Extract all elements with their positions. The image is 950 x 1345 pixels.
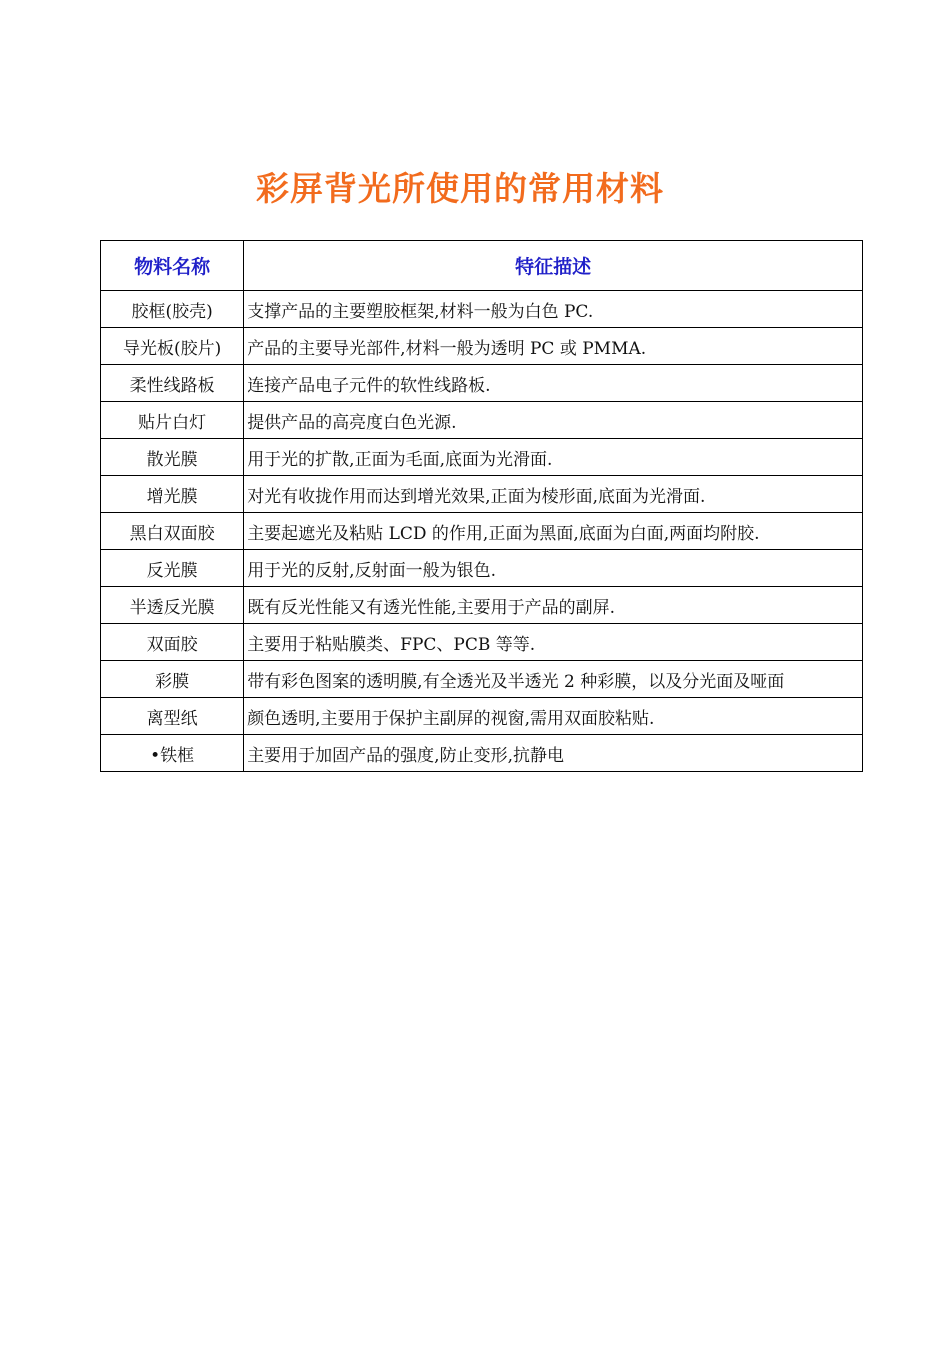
material-name-cell: 双面胶 — [101, 624, 244, 661]
table-row — [101, 328, 863, 365]
material-description-cell: 产品的主要导光部件,材料一般为透明 PC 或 PMMA. — [244, 328, 863, 365]
material-description-cell: 提供产品的高亮度白色光源. — [244, 402, 863, 439]
table-row — [101, 624, 863, 661]
material-name-cell: 彩膜 — [101, 661, 244, 698]
material-description-cell: 对光有收拢作用而达到增光效果,正面为棱形面,底面为光滑面. — [244, 476, 863, 513]
table-row — [101, 661, 863, 698]
material-description-cell: 主要起遮光及粘贴 LCD 的作用,正面为黑面,底面为白面,两面均附胶. — [244, 513, 863, 550]
column-header-feature-description: 特征描述 — [244, 241, 863, 291]
material-name-cell: 贴片白灯 — [101, 402, 244, 439]
materials-table — [100, 240, 863, 772]
column-header-material-name: 物料名称 — [101, 241, 244, 291]
material-name-cell: 反光膜 — [101, 550, 244, 587]
table-row — [101, 365, 863, 402]
table-row — [101, 291, 863, 328]
material-description-cell: 主要用于粘贴膜类、FPC、PCB 等等. — [244, 624, 863, 661]
material-description-cell: 用于光的扩散,正面为毛面,底面为光滑面. — [244, 439, 863, 476]
material-description-cell: 主要用于加固产品的强度,防止变形,抗静电 — [244, 735, 863, 772]
table-row — [101, 698, 863, 735]
table-row — [101, 735, 863, 772]
table-row — [101, 402, 863, 439]
page-title: 彩屏背光所使用的常用材料 — [256, 169, 664, 208]
material-name-cell: 柔性线路板 — [101, 365, 244, 402]
table-row — [101, 476, 863, 513]
material-name-cell: 胶框(胶壳) — [101, 291, 244, 328]
material-description-cell: 用于光的反射,反射面一般为银色. — [244, 550, 863, 587]
material-description-cell: 既有反光性能又有透光性能,主要用于产品的副屏. — [244, 587, 863, 624]
material-name-cell: •铁框 — [101, 735, 244, 772]
table-row — [101, 587, 863, 624]
material-name-cell: 半透反光膜 — [101, 587, 244, 624]
material-description-cell: 连接产品电子元件的软性线路板. — [244, 365, 863, 402]
material-name-cell: 散光膜 — [101, 439, 244, 476]
material-name-cell: 增光膜 — [101, 476, 244, 513]
table-header-row — [101, 241, 863, 291]
material-description-cell: 颜色透明,主要用于保护主副屏的视窗,需用双面胶粘贴. — [244, 698, 863, 735]
material-description-cell: 支撑产品的主要塑胶框架,材料一般为白色 PC. — [244, 291, 863, 328]
material-name-cell: 导光板(胶片) — [101, 328, 244, 365]
table-row — [101, 550, 863, 587]
table-row — [101, 439, 863, 476]
material-name-cell: 黑白双面胶 — [101, 513, 244, 550]
material-description-cell: 带有彩色图案的透明膜,有全透光及半透光 2 种彩膜，以及分光面及哑面 — [244, 661, 863, 698]
table-row — [101, 513, 863, 550]
material-name-cell: 离型纸 — [101, 698, 244, 735]
